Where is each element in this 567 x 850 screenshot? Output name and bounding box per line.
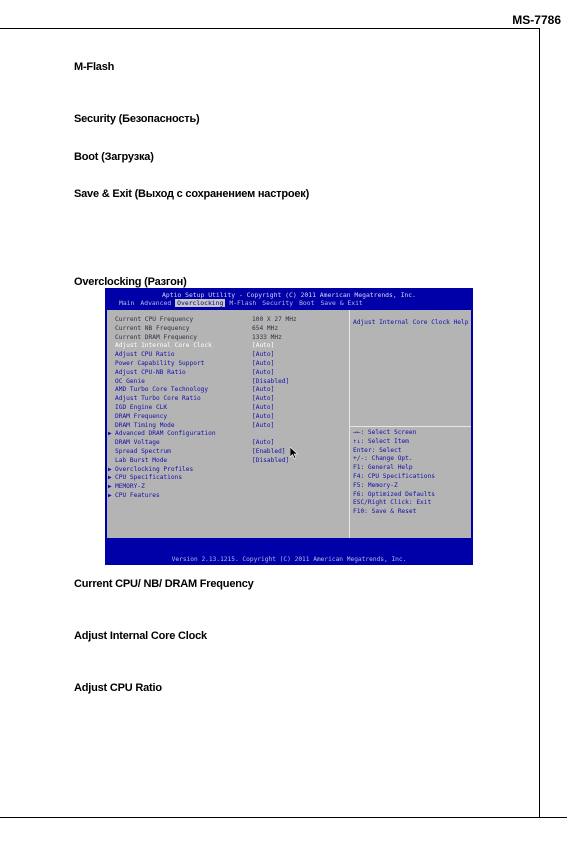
heading-core-clock: Adjust Internal Core Clock [74, 630, 207, 642]
bios-panel [107, 310, 471, 538]
bios-tab-bar [117, 299, 365, 307]
submenu-arrow-icon: ▶ [108, 465, 112, 473]
heading-cpu-ratio: Adjust CPU Ratio [74, 682, 162, 694]
bios-footer: Version 2.13.1215. Copyright (C) 2011 American Megatrends, Inc. [171, 556, 407, 563]
bios-help-panel [350, 310, 471, 538]
bios-tab-save-exit[interactable]: Save & Exit [320, 299, 363, 307]
heading-save-exit: Save & Exit (Выход с сохранением настроек) [74, 188, 310, 200]
heading-security: Security (Безопасность) [74, 113, 200, 125]
bios-key-hint: →←: Select Screen [353, 429, 417, 436]
top-rule [0, 28, 540, 29]
bios-settings-list: Current CPU Frequency 100 X 27 MHz Current NB Frequency 654 MHz Current DRAM Frequency 1333 MHz Adjust Internal Core Clock [Auto] Adjust CPU Ratio [Auto] Power Capability Support [Auto] Adjust CPU-NB Ratio [Auto] OC Genie [Disabled] AMD Turbo Core Technology [Auto] Adjust Turbo Core Ratio [Auto] IGD Engine CLK [Auto] DRAM Frequency [Auto] DRAM Timing Mode [Auto] ▶ Advanced DRAM Configuration DRAM Voltage [Auto] Spread Spectrum [Enabled] Lab Burst Mode [Disabled] ▶ Overclocking Profiles ▶ CPU Specifications ▶ MEMORY-Z ▶ CPU Features [107, 310, 350, 538]
heading-frequency: Current CPU/ NB/ DRAM Frequency [74, 578, 254, 590]
bios-key-hint: F1: General Help [353, 464, 413, 472]
bios-tab-mflash[interactable]: M-Flash [229, 299, 257, 307]
bios-screenshot [105, 288, 473, 565]
bios-tab-boot[interactable]: Boot [299, 299, 315, 307]
bios-tab-advanced[interactable]: Advanced [140, 299, 172, 307]
bios-tab-security[interactable]: Security [262, 299, 294, 307]
bios-key-hint: F10: Save & Reset [353, 508, 417, 516]
bios-tab-main[interactable]: Main [119, 299, 135, 307]
heading-mflash: M-Flash [74, 61, 115, 73]
submenu-arrow-icon: ▶ [108, 492, 112, 499]
bios-key-hint: F4: CPU Specifications [353, 473, 435, 480]
submenu-arrow-icon: ▶ [108, 483, 112, 491]
bios-tab-overclocking[interactable]: Overclocking [177, 299, 224, 307]
model-number: MS-7786 [512, 13, 561, 27]
bios-help-divider [350, 426, 471, 427]
bios-key-hint: ↑↓: Select Item [353, 437, 409, 445]
heading-overclocking: Overclocking (Разгон) [74, 276, 187, 288]
bottom-rule [0, 817, 567, 818]
bios-key-hint: F5: Memory-Z [353, 481, 398, 489]
heading-boot: Boot (Загрузка) [74, 151, 154, 163]
submenu-arrow-icon: ▶ [108, 474, 112, 482]
right-rule [539, 28, 540, 817]
bios-key-hint: F6: Optimized Defaults [353, 490, 435, 498]
bios-key-hint: ESC/Right Click: Exit [353, 499, 432, 507]
bios-key-hint: Enter: Select [353, 446, 402, 454]
bios-key-hint: +/-: Change Opt. [353, 455, 413, 463]
submenu-arrow-icon: ▶ [108, 430, 112, 438]
bios-title: Aptio Setup Utility - Copyright (C) 2011 American Megatrends, Inc. [162, 291, 416, 299]
mouse-pointer-icon [290, 447, 299, 459]
bios-help-text: Adjust Internal Core Clock Help [353, 319, 469, 326]
